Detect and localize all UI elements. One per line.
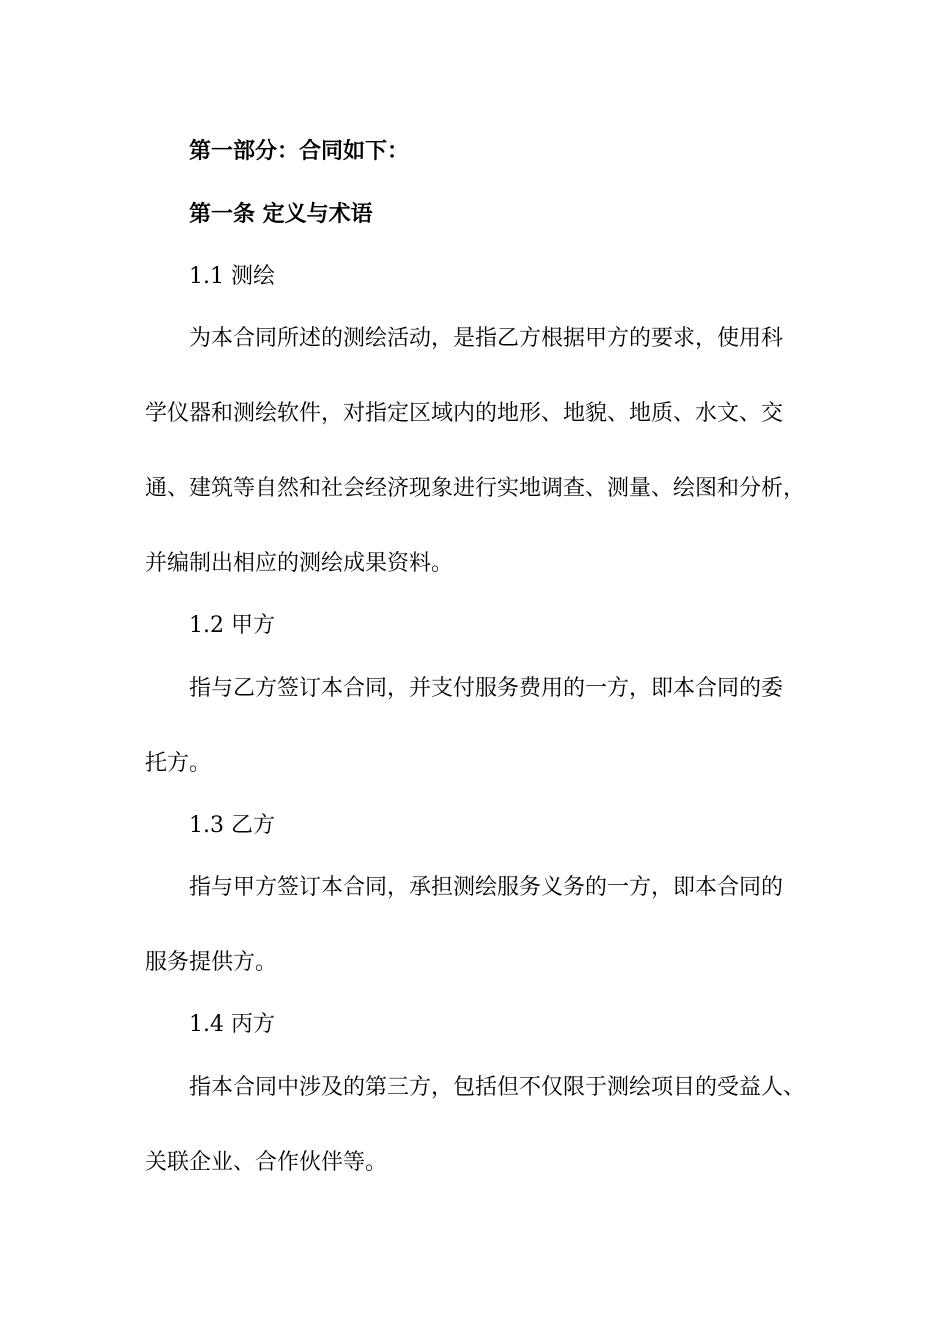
section-title: 1.4 丙方 [189,1012,275,1037]
paragraph-line: 学仪器和测绘软件，对指定区域内的地形、地貌、地质、水文、交 [145,401,784,426]
paragraph-line: 服务提供方。 [145,950,278,975]
paragraph-line: 指与甲方签订本合同，承担测绘服务义务的一方，即本合同的 [189,875,784,900]
paragraph-line: 托方。 [145,751,212,776]
part-heading: 第一部分：合同如下： [189,139,410,164]
paragraph-line: 关联企业、合作伙伴等。 [145,1150,388,1175]
paragraph-line: 通、建筑等自然和社会经济现象进行实地调查、测量、绘图和分析， [145,476,806,501]
section-title: 1.2 甲方 [189,613,275,638]
paragraph-line: 指与乙方签订本合同，并支付服务费用的一方，即本合同的委 [189,676,784,701]
paragraph-line: 并编制出相应的测绘成果资料。 [145,551,454,576]
paragraph-line: 为本合同所述的测绘活动，是指乙方根据甲方的要求，使用科 [189,326,784,351]
section-title: 1.1 测绘 [189,264,275,289]
paragraph-line: 指本合同中涉及的第三方，包括但不仅限于测绘项目的受益人、 [189,1075,806,1100]
section-title: 1.3 乙方 [189,813,275,838]
article-heading: 第一条 定义与术语 [189,202,373,227]
